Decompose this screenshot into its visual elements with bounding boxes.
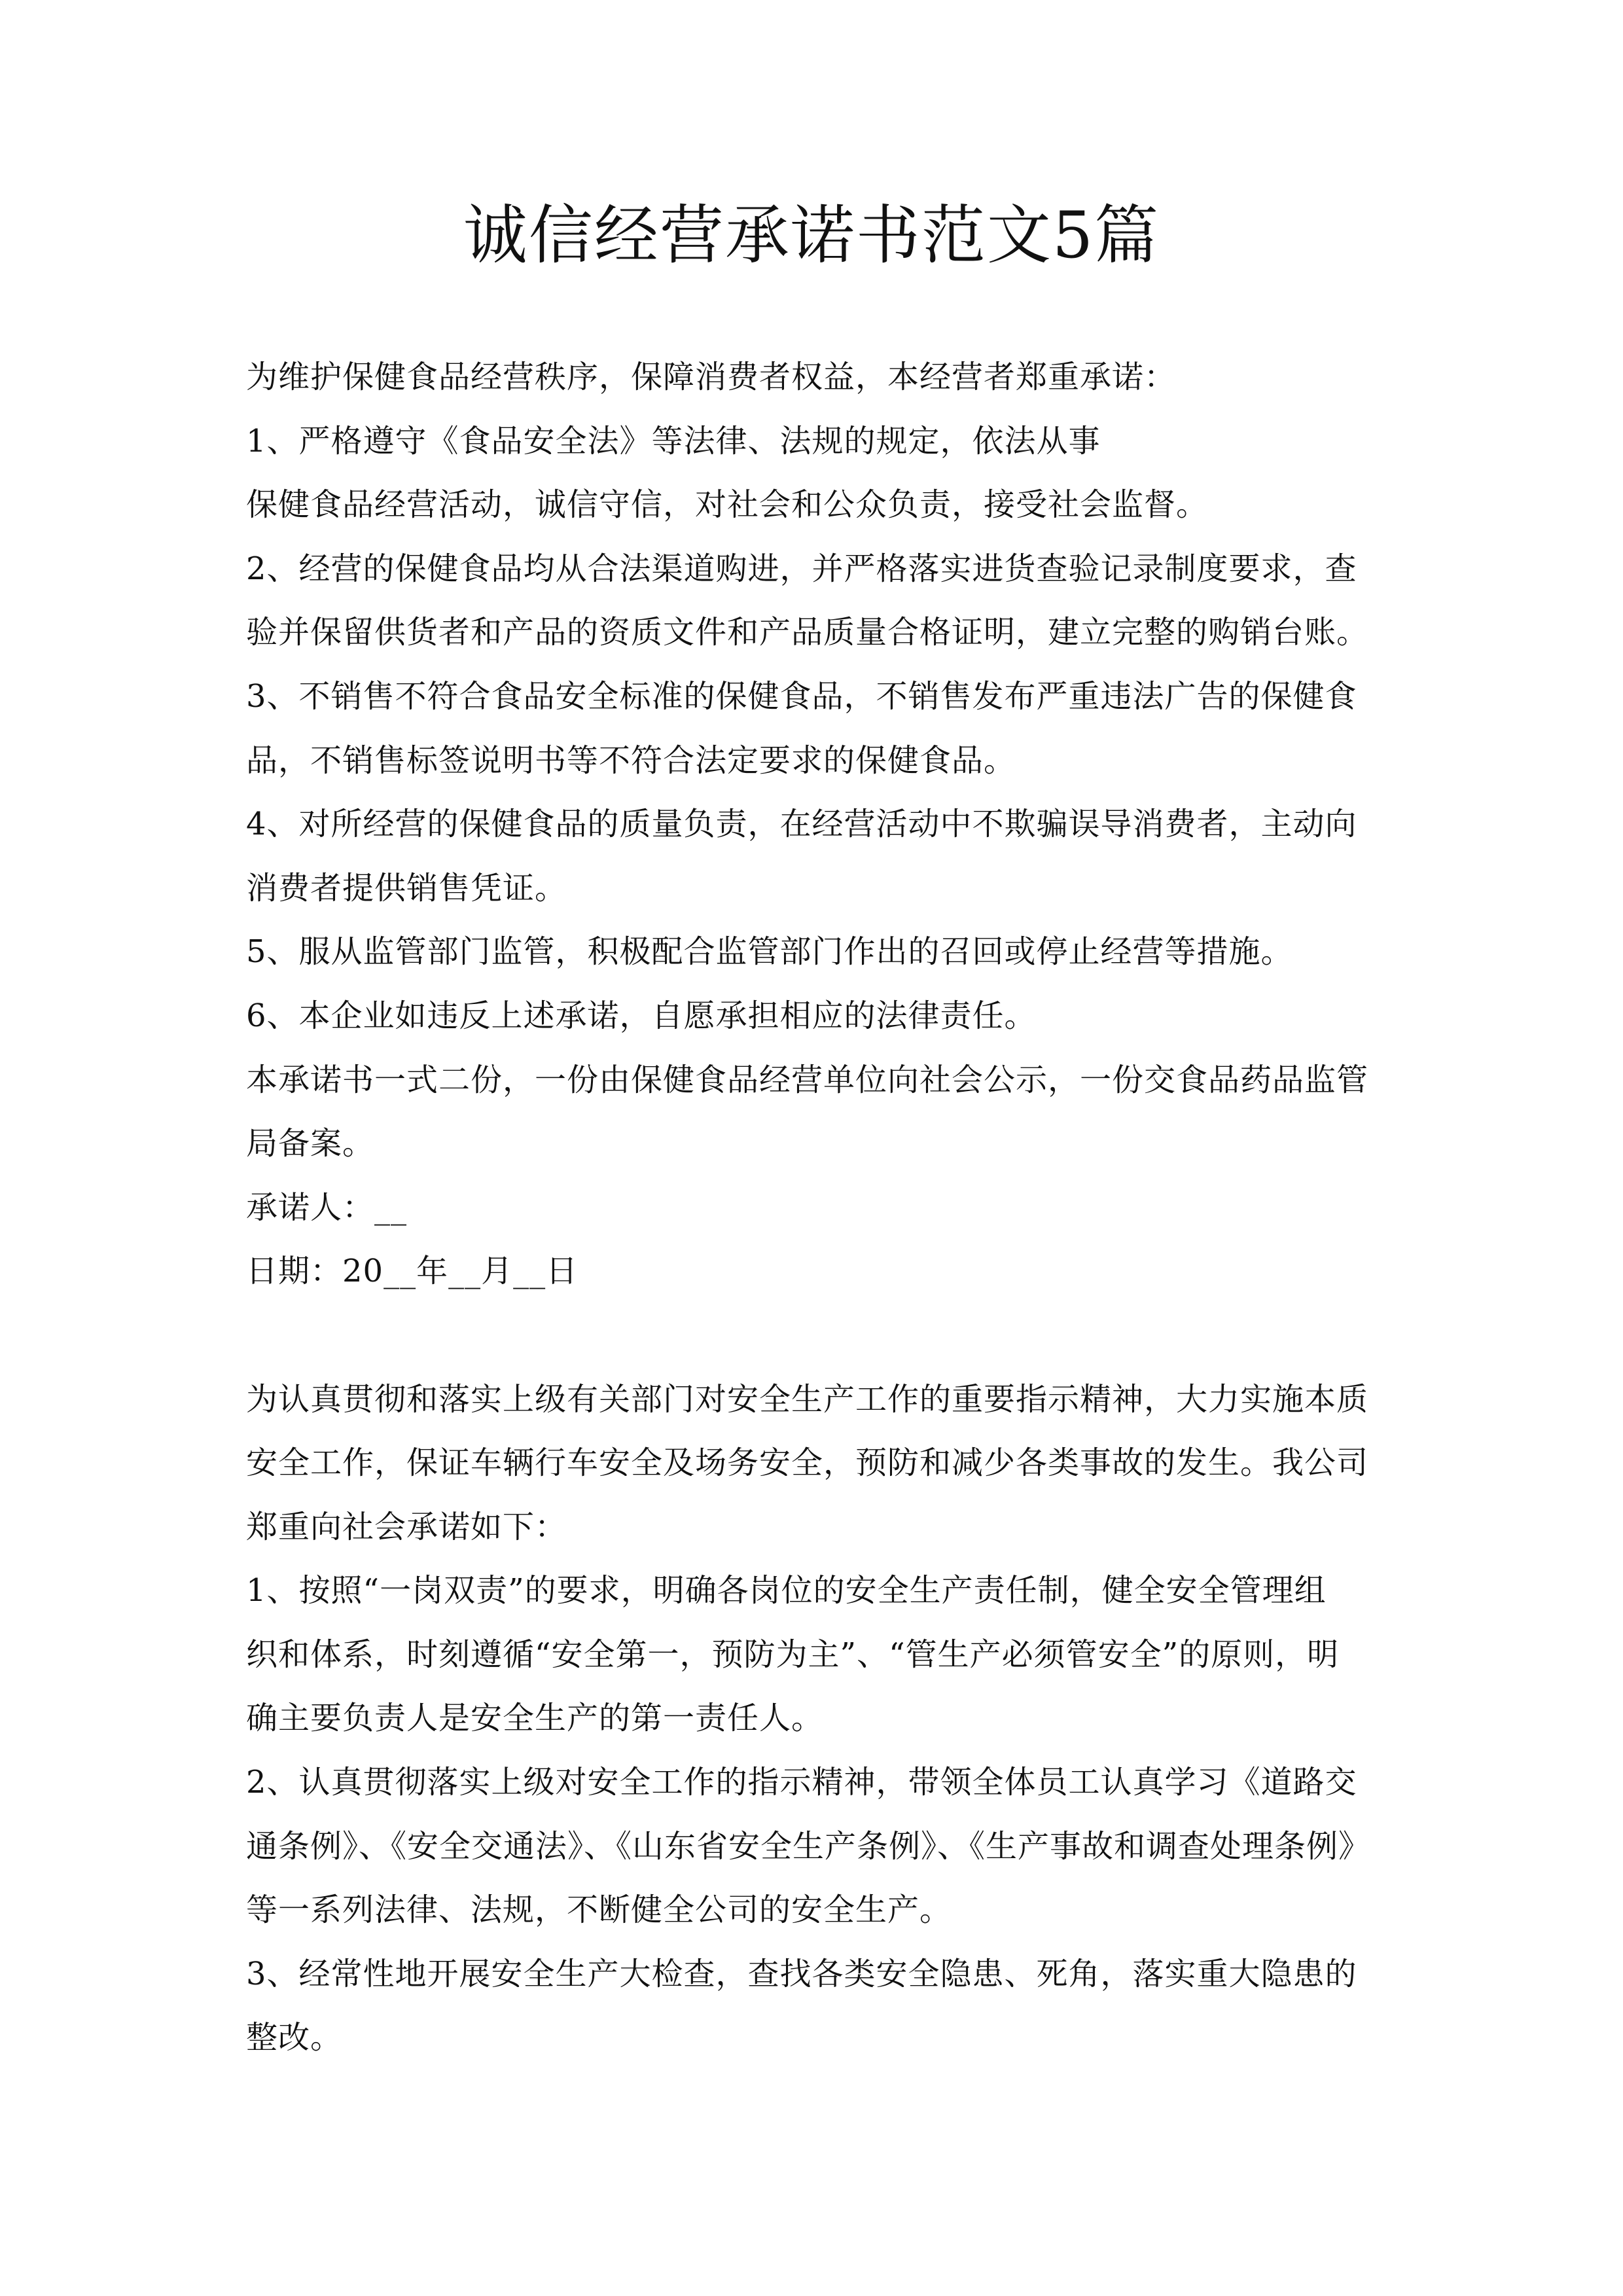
- paragraph-line: 1、严格遵守《食品安全法》等法律、法规的规定，依法从事: [246, 422, 1101, 459]
- section-food-commitment: [246, 346, 1411, 1304]
- paragraph-line: 日期：20__年__月__日: [246, 1253, 579, 1290]
- paragraph-line: 局备案。: [246, 1125, 375, 1162]
- document-title: 诚信经营承诺书范文5篇: [463, 198, 1160, 273]
- paragraph-line: 2、经营的保健食品均从合法渠道购进，并严格落实进货查验记录制度要求，查: [246, 550, 1357, 587]
- paragraph-line: 保健食品经营活动，诚信守信，对社会和公众负责，接受社会监督。: [246, 486, 1209, 524]
- paragraph-line: 整改。: [246, 2019, 343, 2056]
- paragraph-line: 5、服从监管部门监管，积极配合监管部门作出的召回或停止经营等措施。: [246, 933, 1293, 971]
- paragraph-line: 织和体系，时刻遵循“安全第一，预防为主”、“管生产必须管安全”的原则，明: [246, 1636, 1340, 1673]
- paragraph-line: 3、经常性地开展安全生产大检查，查找各类安全隐患、死角，落实重大隐患的: [246, 1955, 1357, 1992]
- paragraph-line: 等一系列法律、法规，不断健全公司的安全生产。: [246, 1892, 952, 1929]
- paragraph-line: 承诺人：__: [246, 1189, 408, 1226]
- paragraph-line: 本承诺书一式二份，一份由保健食品经营单位向社会公示，一份交食品药品监管: [246, 1061, 1369, 1098]
- paragraph-line: 2、认真贯彻落实上级对安全工作的指示精神，带领全体员工认真学习《道路交: [246, 1764, 1357, 1801]
- paragraph-line: 通条例》、《安全交通法》、《山东省安全生产条例》、《生产事故和调查处理条例》: [246, 1827, 1371, 1865]
- paragraph-line: 3、不销售不符合食品安全标准的保健食品，不销售发布严重违法广告的保健食: [246, 677, 1357, 715]
- document-body: [246, 346, 1411, 2070]
- paragraph-line: 为维护保健食品经营秩序，保障消费者权益，本经营者郑重承诺：: [246, 359, 1177, 395]
- paragraph-line: 确主要负责人是安全生产的第一责任人。: [246, 1700, 824, 1737]
- paragraph-line: 4、对所经营的保健食品的质量负责，在经营活动中不欺骗误导消费者，主动向: [246, 806, 1357, 843]
- paragraph-line: 郑重向社会承诺如下：: [246, 1508, 567, 1545]
- section-safety-commitment: [246, 1368, 1411, 2071]
- paragraph-line: 为认真贯彻和落实上级有关部门对安全生产工作的重要指示精神，大力实施本质: [246, 1380, 1369, 1418]
- paragraph-line: 6、本企业如违反上述承诺，自愿承担相应的法律责任。: [246, 997, 1037, 1034]
- paragraph-line: 验并保留供货者和产品的资质文件和产品质量合格证明，建立完整的购销台账。: [246, 614, 1369, 651]
- paragraph-line: 1、按照“一岗双责”的要求，明确各岗位的安全生产责任制，健全安全管理组: [246, 1572, 1327, 1609]
- paragraph-line: 品，不销售标签说明书等不符合法定要求的保健食品。: [246, 742, 1016, 779]
- paragraph-line: 安全工作，保证车辆行车安全及场务安全，预防和减少各类事故的发生。我公司: [246, 1444, 1369, 1482]
- paragraph-line: 消费者提供销售凭证。: [246, 869, 567, 906]
- section-gap: [246, 1304, 1411, 1368]
